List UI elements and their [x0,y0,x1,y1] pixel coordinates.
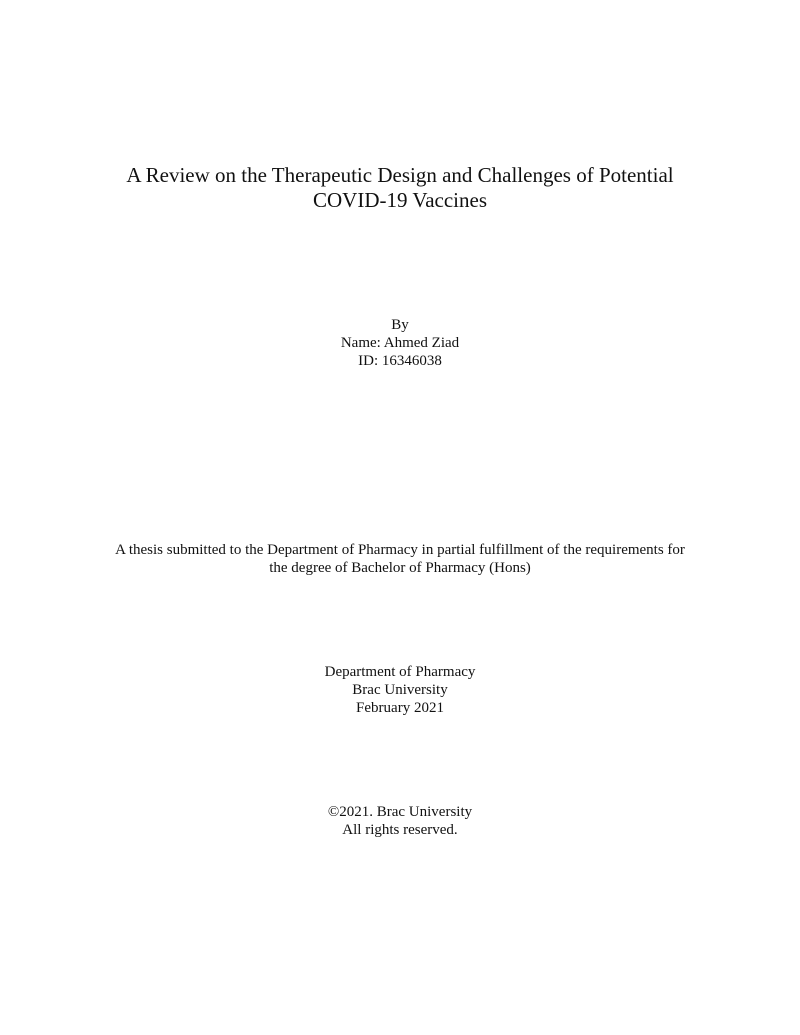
university-name: Brac University [352,682,448,698]
thesis-title [0,163,800,213]
by-label: By [391,317,409,333]
author-name: Name: Ahmed Ziad [340,335,460,351]
submission-date: February 2021 [356,700,444,716]
submission-statement-line-2: the degree of Bachelor of Pharmacy (Hons) [269,560,531,576]
submission-statement-line-1: A thesis submitted to the Department of Pharmacy in partial fulfillment of the requirements for [115,542,685,558]
thesis-title-line-1: A Review on the Therapeutic Design and Challenges of Potential [126,163,674,187]
copyright-notice: ©2021. Brac University [327,804,473,820]
copyright-block [0,803,800,839]
rights-reserved: All rights reserved. [342,822,458,838]
thesis-title-line-2: COVID-19 Vaccines [313,188,487,212]
department-name: Department of Pharmacy [324,664,476,680]
submission-statement [0,541,800,577]
student-id: ID: 16346038 [358,353,442,369]
author-block [0,316,800,370]
institution-block [0,663,800,717]
